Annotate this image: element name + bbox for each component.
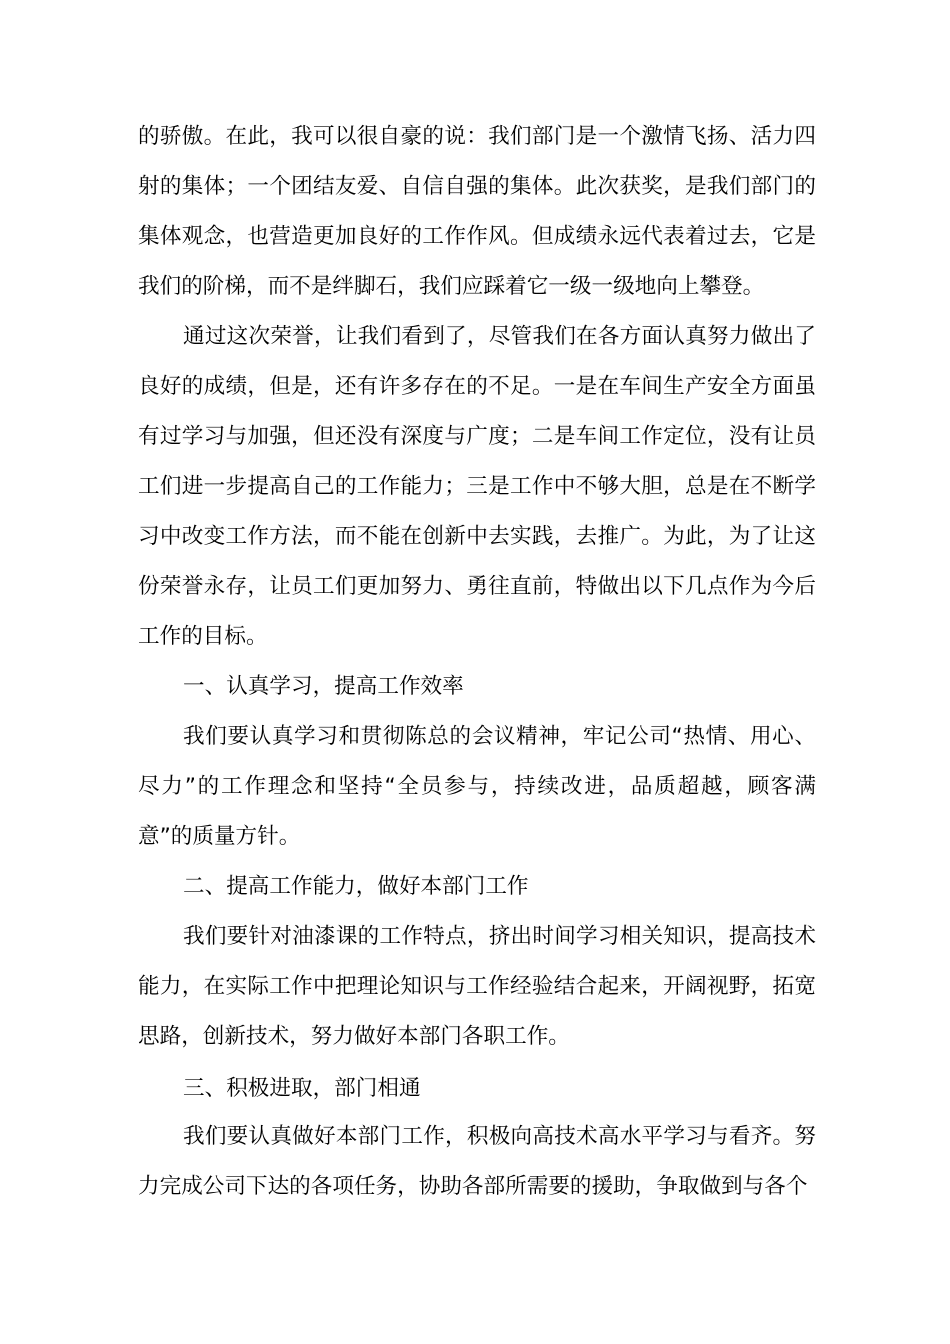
text-line: 我们要认真学习和贯彻陈总的会议精神，牢记公司“热情、用心、	[183, 724, 816, 749]
text-line: 射的集体；一个团结友爱、自信自强的集体。此次获奖，是我们部门的	[138, 174, 816, 199]
text-line: 工作的目标。	[138, 624, 268, 649]
text-line: 的骄傲。在此，我可以很自豪的说：我们部门是一个激情飞扬、活力四	[138, 124, 816, 149]
text-line: 我们要认真做好本部门工作，积极向高技术高水平学习与看齐。努	[183, 1124, 816, 1149]
text-line: 力完成公司下达的各项任务，协助各部所需要的援助，争取做到与各个	[138, 1174, 808, 1199]
text-line: 意”的质量方针。	[138, 824, 301, 849]
text-line: 工们进一步提高自己的工作能力；三是工作中不够大胆，总是在不断学	[138, 474, 816, 499]
text-line: 习中改变工作方法，而不能在创新中去实践，去推广。为此，为了让这	[138, 524, 816, 549]
text-line: 通过这次荣誉，让我们看到了，尽管我们在各方面认真努力做出了	[183, 324, 816, 349]
text-line: 我们的阶梯，而不是绊脚石，我们应踩着它一级一级地向上攀登。	[138, 274, 765, 299]
section-heading: 三、积极进取，部门相通	[183, 1076, 421, 1101]
text-line: 能力，在实际工作中把理论知识与工作经验结合起来，开阔视野，拓宽	[138, 974, 816, 999]
text-line: 份荣誉永存，让员工们更加努力、勇往直前，特做出以下几点作为今后	[138, 574, 816, 599]
text-line: 尽力”的工作理念和坚持“全员参与，持续改进，品质超越，顾客满	[138, 774, 816, 799]
section-heading: 一、认真学习，提高工作效率	[183, 674, 464, 699]
text-line: 思路，创新技术，努力做好本部门各职工作。	[138, 1024, 570, 1049]
text-line: 我们要针对油漆课的工作特点，挤出时间学习相关知识，提高技术	[183, 924, 816, 949]
text-line: 良好的成绩，但是，还有许多存在的不足。一是在车间生产安全方面虽	[138, 374, 816, 399]
section-heading: 二、提高工作能力，做好本部门工作	[183, 874, 529, 899]
text-line: 有过学习与加强，但还没有深度与广度；二是车间工作定位，没有让员	[138, 424, 816, 449]
text-line: 集体观念，也营造更加良好的工作作风。但成绩永远代表着过去，它是	[138, 224, 816, 249]
